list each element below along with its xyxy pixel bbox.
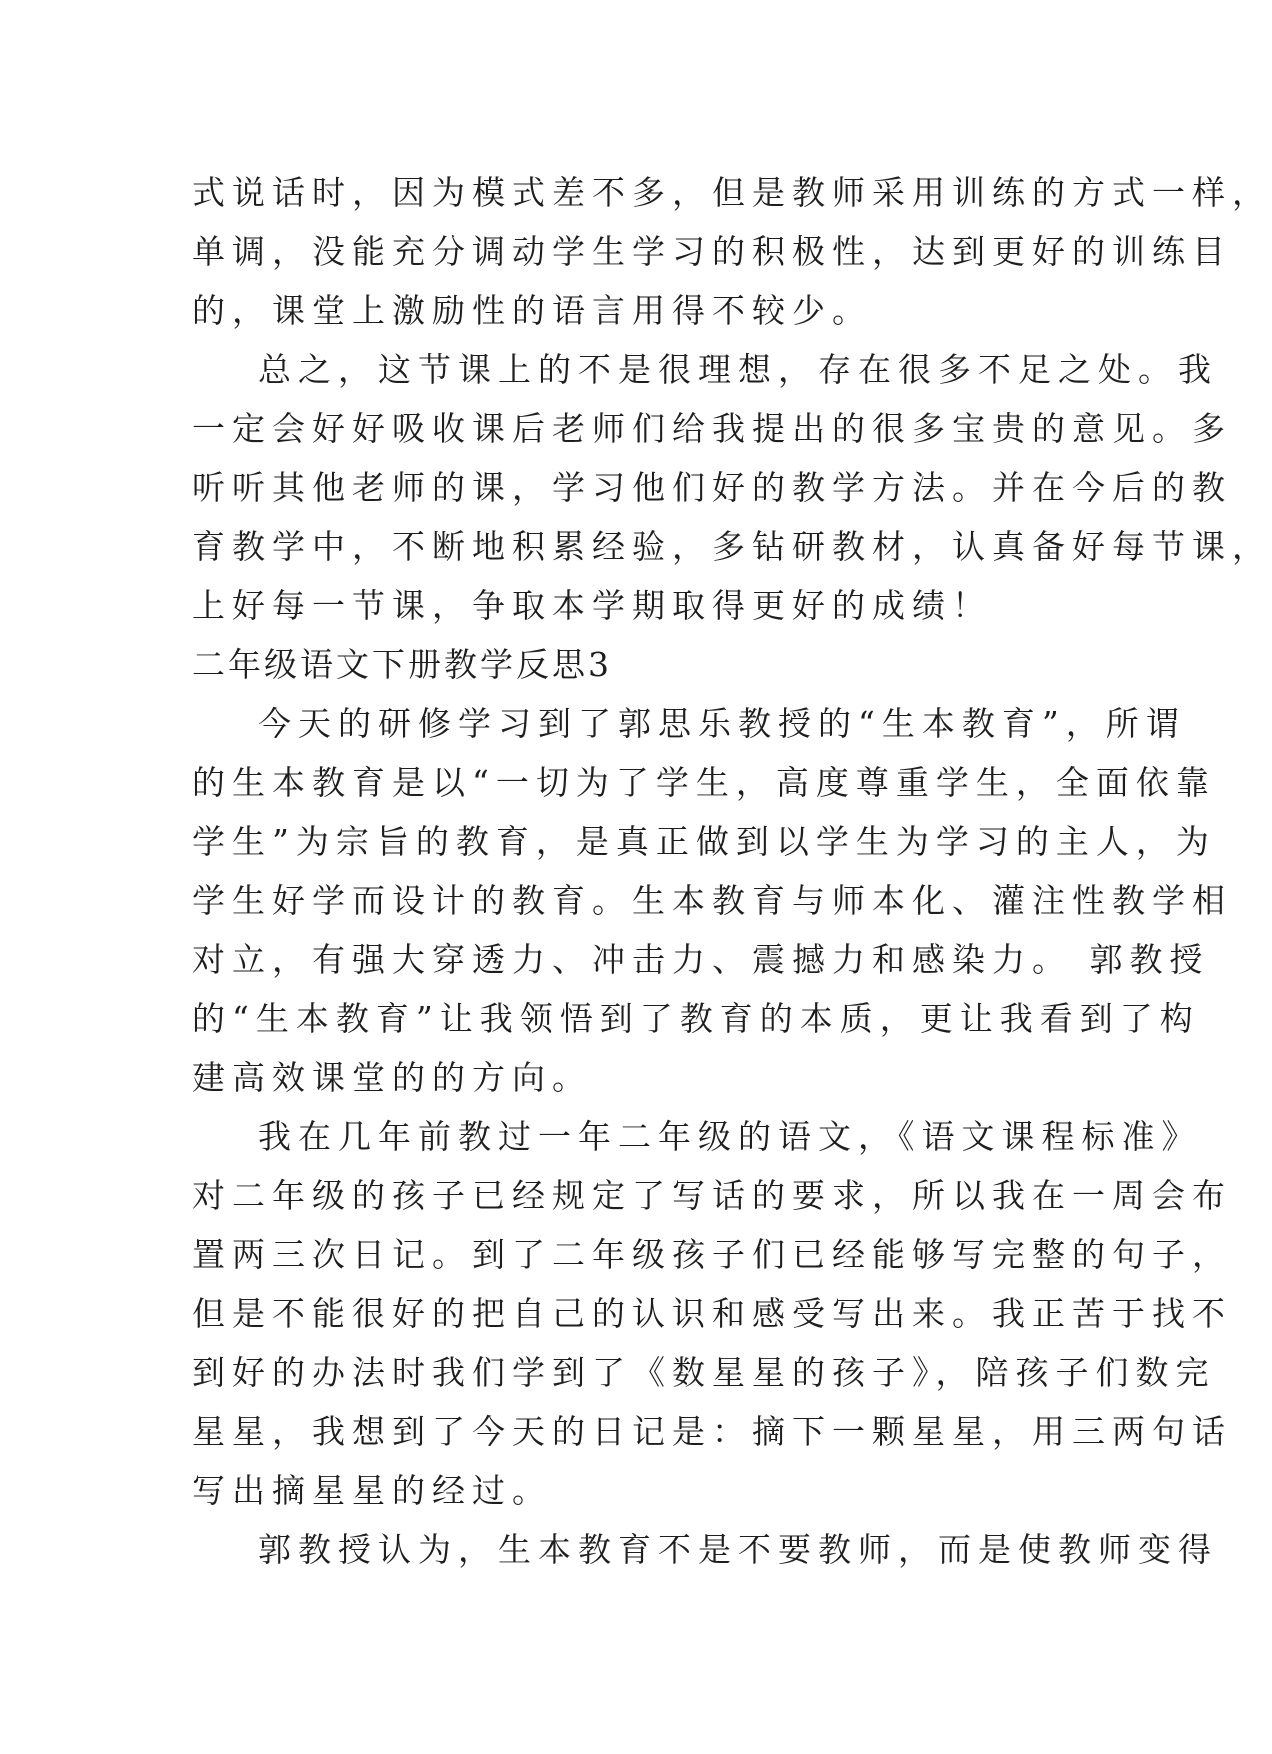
paragraph-line: 听听其他老师的课，学习他们好的教学方法。并在今后的教 xyxy=(192,468,1232,507)
paragraph-line: 的“生本教育”让我领悟到了教育的本质，更让我看到了构 xyxy=(192,999,1200,1038)
paragraph-line: 今天的研修学习到了郭思乐教授的“生本教育”，所谓 xyxy=(258,704,1186,743)
paragraph-line: 写出摘星星的经过。 xyxy=(192,1471,552,1510)
paragraph-line: 置两三次日记。到了二年级孩子们已经能够写完整的句子， xyxy=(192,1235,1232,1274)
document-body xyxy=(192,163,1272,1579)
paragraph-line: 上好每一节课，争取本学期取得更好的成绩！ xyxy=(192,586,992,625)
paragraph-line: 的生本教育是以“一切为了学生，高度尊重学生，全面依靠 xyxy=(192,763,1216,802)
paragraph-line: 但是不能很好的把自己的认识和感受写出来。我正苦于找不 xyxy=(192,1294,1232,1333)
paragraph-line: 对二年级的孩子已经规定了写话的要求，所以我在一周会布 xyxy=(192,1176,1232,1215)
section-heading: 二年级语文下册教学反思3 xyxy=(192,645,612,684)
paragraph-line: 郭教授认为，生本教育不是不要教师，而是使教师变得 xyxy=(258,1530,1218,1569)
paragraph-line: 单调，没能充分调动学生学习的积极性，达到更好的训练目 xyxy=(192,232,1232,271)
paragraph-line: 育教学中，不断地积累经验，多钻研教材，认真备好每节课， xyxy=(192,527,1272,566)
paragraph-line: 到好的办法时我们学到了《数星星的孩子》，陪孩子们数完 xyxy=(192,1353,1216,1392)
paragraph-line: 我在几年前教过一年二年级的语文，《语文课程标准》 xyxy=(258,1117,1202,1156)
paragraph-line: 学生好学而设计的教育。生本教育与师本化、灌注性教学相 xyxy=(192,881,1232,920)
paragraph-line: 学生”为宗旨的教育，是真正做到以学生为学习的主人，为 xyxy=(192,822,1216,861)
paragraph-line: 对立，有强大穿透力、冲击力、震撼力和感染力。 郭教授 xyxy=(192,940,1210,979)
paragraph-line: 星星，我想到了今天的日记是：摘下一颗星星，用三两句话 xyxy=(192,1412,1232,1451)
paragraph-line: 建高效课堂的的方向。 xyxy=(192,1058,592,1097)
paragraph-line: 总之，这节课上的不是很理想，存在很多不足之处。我 xyxy=(258,350,1218,389)
paragraph-line: 一定会好好吸收课后老师们给我提出的很多宝贵的意见。多 xyxy=(192,409,1232,448)
paragraph-line: 式说话时，因为模式差不多，但是教师采用训练的方式一样， xyxy=(192,173,1272,212)
paragraph-line: 的，课堂上激励性的语言用得不较少。 xyxy=(192,291,872,330)
